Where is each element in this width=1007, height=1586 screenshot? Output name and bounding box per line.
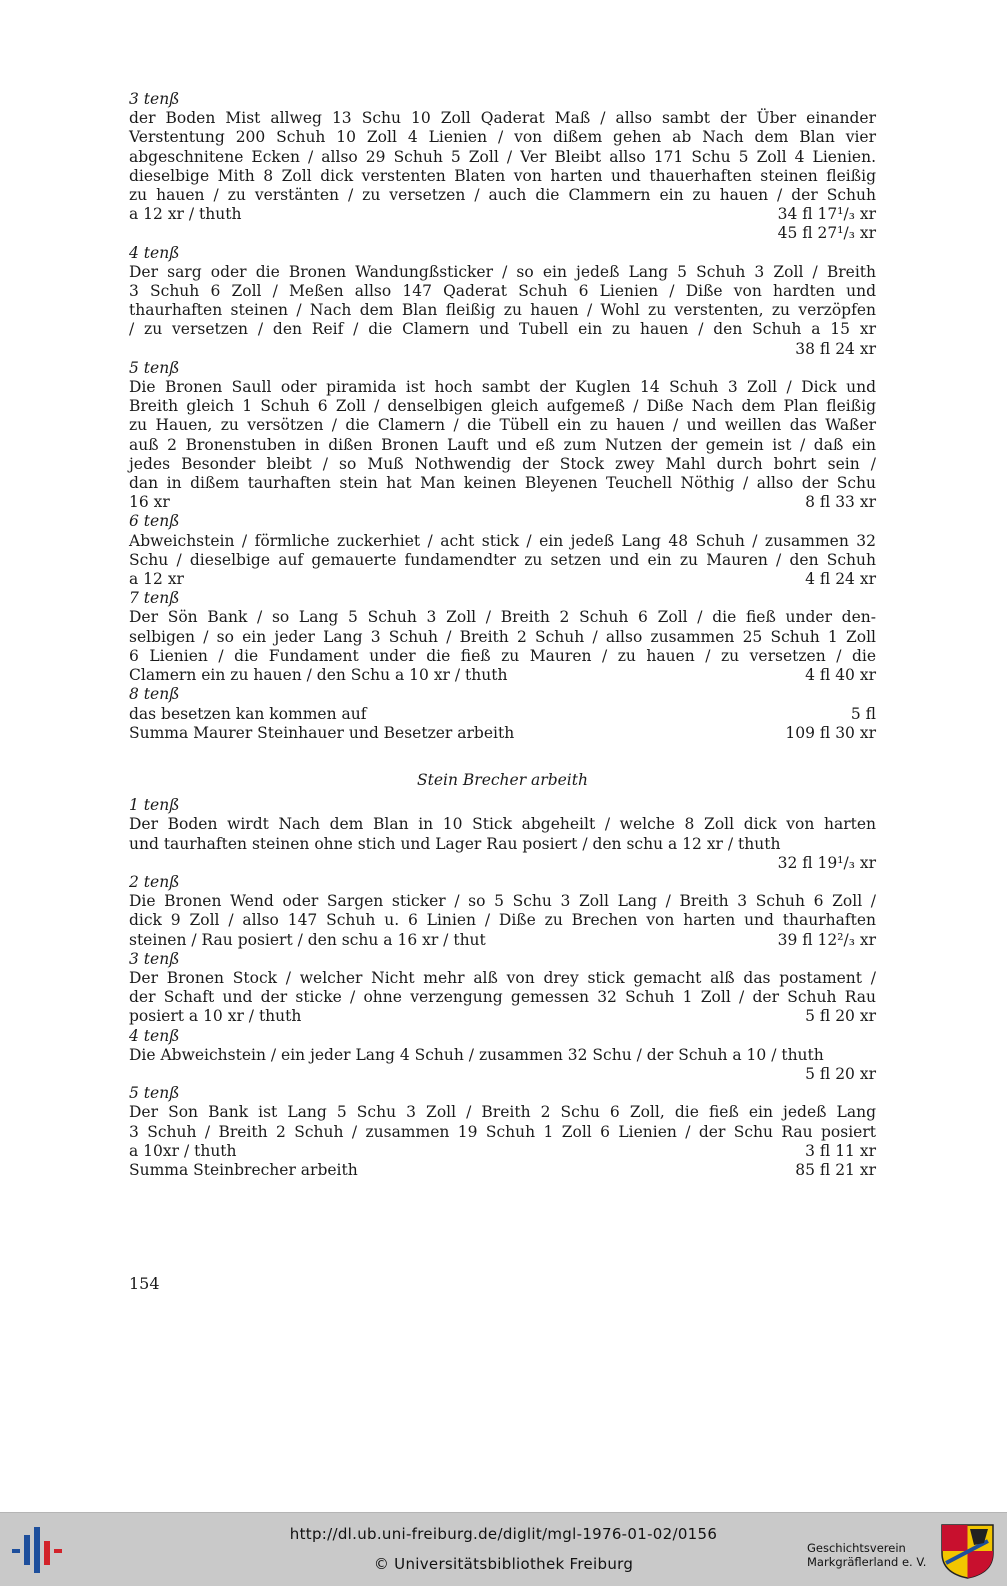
entry-text-line: a 12 xr: [129, 570, 184, 589]
entry-amount: 3 fl 11 xr: [805, 1141, 876, 1160]
entry-section: [129, 512, 876, 589]
entry-section: [129, 685, 876, 723]
entry-last-line: [129, 1142, 876, 1161]
entry-text-line: Der Son Bank ist Lang 5 Schu 3 Zoll / Breith 2 Schu 6 Zoll, die fieß ein jedeß Lang: [129, 1103, 876, 1122]
entry-last-line: [129, 835, 876, 854]
entry-text-line: auß 2 Bronenstuben in dißen Bronen Lauft und eß zum Nutzen der gemein ist / daß ein: [129, 435, 876, 454]
document-body: [129, 90, 876, 1180]
entry-amount: 5 fl: [850, 704, 876, 723]
society-line-2: Markgräflerland e. V.: [807, 1555, 927, 1569]
entry-last-line: [129, 340, 876, 359]
summary-label: Summa Steinbrecher arbeith: [129, 1160, 358, 1179]
entry-heading: 4 tenß: [129, 243, 180, 262]
summary-line: [129, 724, 876, 743]
page-number: 154: [129, 1274, 160, 1293]
entry-text-line: dick 9 Zoll / allso 147 Schuh u. 6 Linien / Diße zu Brechen von harten und thaurhaften: [129, 911, 876, 930]
entry-amount: 39 fl 12²/₃ xr: [777, 930, 876, 949]
entry-text-line: und taurhaften steinen ohne stich und Lager Rau posiert / den schu a 12 xr / thuth: [129, 834, 781, 853]
entry-heading: 8 tenß: [129, 685, 180, 704]
entry-heading: 5 tenß: [129, 358, 180, 377]
entry-text-line: a 12 xr / thuth: [129, 205, 242, 224]
entry-text-line: Der Boden wirdt Nach dem Blan in 10 Stick abgeheilt / welche 8 Zoll dick von harten: [129, 815, 876, 834]
entry-last-line: [129, 1046, 876, 1065]
entry-section: [129, 796, 876, 873]
summary-amount: 85 fl 21 xr: [795, 1160, 876, 1179]
entry-text-line: Abweichstein / förmliche zuckerhiet / acht stick / ein jedeß Lang 48 Schuh / zusammen 32: [129, 531, 876, 550]
entry-section: [129, 589, 876, 685]
entry-text-line: 6 Lienien / die Fundament under die fieß zu Mauren / zu hauen / zu versetzen / die: [129, 646, 876, 665]
entry-text-line: 3 Schuh 6 Zoll / Meßen allso 147 Qaderat Schuh 6 Lienien / Diße von hardten und: [129, 282, 876, 301]
entry-last-line: [129, 705, 876, 724]
entry-text-line: Die Bronen Saull oder piramida ist hoch sambt der Kuglen 14 Schuh 3 Zoll / Dick und: [129, 378, 876, 397]
footer-bar: [0, 1512, 1007, 1586]
entry-text-line: steinen / Rau posiert / den schu a 16 xr / thut: [129, 930, 486, 949]
entry-text-line: 16 xr: [129, 493, 170, 512]
entry-text-line: / zu versetzen / den Reif / die Clamern und Tubell ein zu hauen / den Schuh a 15 xr: [129, 320, 876, 339]
entry-amount: 4 fl 40 xr: [805, 666, 876, 685]
entry-total-amount: 32 fl 19¹/₃ xr: [777, 853, 876, 872]
entry-text-line: selbigen / so ein jeder Lang 3 Schuh / Breith 2 Schuh / allso zusammen 25 Schuh 1 Zoll: [129, 627, 876, 646]
section-subtitle: Stein Brecher arbeith: [417, 770, 588, 789]
entry-section: [129, 873, 876, 950]
entry-text-line: der Schaft und der sticke / ohne verzengung gemessen 32 Schuh 1 Zoll / der Schuh Rau: [129, 988, 876, 1007]
entry-text-line: Clamern ein zu hauen / den Schu a 10 xr / thuth: [129, 666, 508, 685]
entry-text-line: Verstentung 200 Schuh 10 Zoll 4 Lienien / von dißem gehen ab Nach dem Blan vier: [129, 128, 876, 147]
entry-heading: 3 tenß: [129, 949, 180, 968]
entry-text-line: 3 Schuh / Breith 2 Schuh / zusammen 19 Schuh 1 Zoll 6 Lienien / der Schu Rau posiert: [129, 1122, 876, 1141]
summary-label: Summa Maurer Steinhauer und Besetzer arbeith: [129, 723, 515, 742]
entry-total-amount: 45 fl 27¹/₃ xr: [777, 224, 876, 243]
summary-amount: 109 fl 30 xr: [785, 723, 876, 742]
entry-text-line: das besetzen kan kommen auf: [129, 704, 367, 723]
entry-text-line: posiert a 10 xr / thuth: [129, 1007, 302, 1026]
entry-last-line: [129, 931, 876, 950]
entry-text-line: Breith gleich 1 Schuh 6 Zoll / denselbigen gleich aufgemeß / Diße Nach dem Plan fleißig: [129, 397, 876, 416]
entry-text-line: zu Hauen, zu versötzen / die Clamern / die Tübell ein zu hauen / und weillen das Waßer: [129, 416, 876, 435]
entry-heading: 2 tenß: [129, 872, 180, 891]
entry-section: [129, 244, 876, 359]
entry-text-line: Der sarg oder die Bronen Wandungßsticker / so ein jedeß Lang 5 Schuh 3 Zoll / Breith: [129, 262, 876, 281]
society-name: [807, 1541, 926, 1569]
entry-text-line: zu hauen / zu verstänten / zu versetzen / auch die Clammern ein zu hauen / der Schuh: [129, 186, 876, 205]
entry-heading: 1 tenß: [129, 796, 180, 815]
entry-heading: 3 tenß: [129, 90, 180, 108]
document-url[interactable]: http://dl.ub.uni-freiburg.de/diglit/mgl-1976-01-02/0156: [289, 1525, 718, 1543]
entry-text-line: Der Bronen Stock / welcher Nicht mehr alß von drey stick gemacht alß das postament /: [129, 968, 876, 987]
entry-section: [129, 359, 876, 513]
entry-text-line: dan in dißem taurhaften stein hat Man keinen Bleyenen Teuchell Nöthig / allso der Schu: [129, 474, 876, 493]
entry-amount: 5 fl 20 xr: [805, 1007, 876, 1026]
entry-heading: 6 tenß: [129, 512, 180, 531]
entry-amount: 34 fl 17¹/₃ xr: [777, 205, 876, 224]
summary-line: [129, 1161, 876, 1180]
entry-heading: 7 tenß: [129, 589, 180, 608]
entry-amount: 4 fl 24 xr: [805, 570, 876, 589]
entry-text-line: Schu / dieselbige auf gemauerte fundamendter zu setzen und ein zu Mauren / den Schuh: [129, 550, 876, 569]
entry-text-line: Der Sön Bank / so Lang 5 Schuh 3 Zoll / Breith 2 Schuh 6 Zoll / die fieß under den-: [129, 608, 876, 627]
entry-total-amount: 5 fl 20 xr: [805, 1064, 876, 1083]
entry-section: [129, 1084, 876, 1161]
coat-of-arms-icon: [940, 1523, 995, 1579]
entry-section: [129, 90, 876, 244]
copyright-notice: © Universitätsbibliothek Freiburg: [373, 1555, 634, 1573]
entry-amount: 38 fl 24 xr: [795, 339, 876, 358]
society-line-1: Geschichtsverein: [807, 1541, 906, 1555]
entry-section: [129, 950, 876, 1027]
entry-text-line: abgeschnitene Ecken / allso 29 Schuh 5 Zoll / Ver Bleibt allso 171 Schu 5 Zoll 4 Lienien.: [129, 147, 876, 166]
entry-last-line: [129, 1007, 876, 1026]
entry-last-line: [129, 205, 876, 224]
entry-text-line: der Boden Mist allweg 13 Schu 10 Zoll Qaderat Maß / allso sambt der Über einander: [129, 109, 876, 128]
entry-text-line: dieselbige Mith 8 Zoll dick verstenten Blaten von harten und thauerhaften steinen fleißig: [129, 166, 876, 185]
entry-last-line: [129, 570, 876, 589]
entry-text-line: jedes Besonder bleibt / so Muß Nothwendig der Stock zwey Mahl durch bohrt sein /: [129, 454, 876, 473]
entry-last-line: [129, 493, 876, 512]
entry-section: [129, 1027, 876, 1085]
entry-last-line: [129, 666, 876, 685]
entry-text-line: thaurhaften steinen / Nach dem Blan fleißig zu hauen / Wohl zu verstenten, zu verzöpfen: [129, 301, 876, 320]
entry-text-line: Die Bronen Wend oder Sargen sticker / so 5 Schu 3 Zoll Lang / Breith 3 Schuh 6 Zoll /: [129, 892, 876, 911]
entry-heading: 5 tenß: [129, 1084, 180, 1103]
entry-amount: 8 fl 33 xr: [805, 493, 876, 512]
entry-text-line: a 10xr / thuth: [129, 1141, 237, 1160]
entry-text-line: Die Abweichstein / ein jeder Lang 4 Schuh / zusammen 32 Schu / der Schuh a 10 / thuth: [129, 1045, 824, 1064]
entry-heading: 4 tenß: [129, 1026, 180, 1045]
